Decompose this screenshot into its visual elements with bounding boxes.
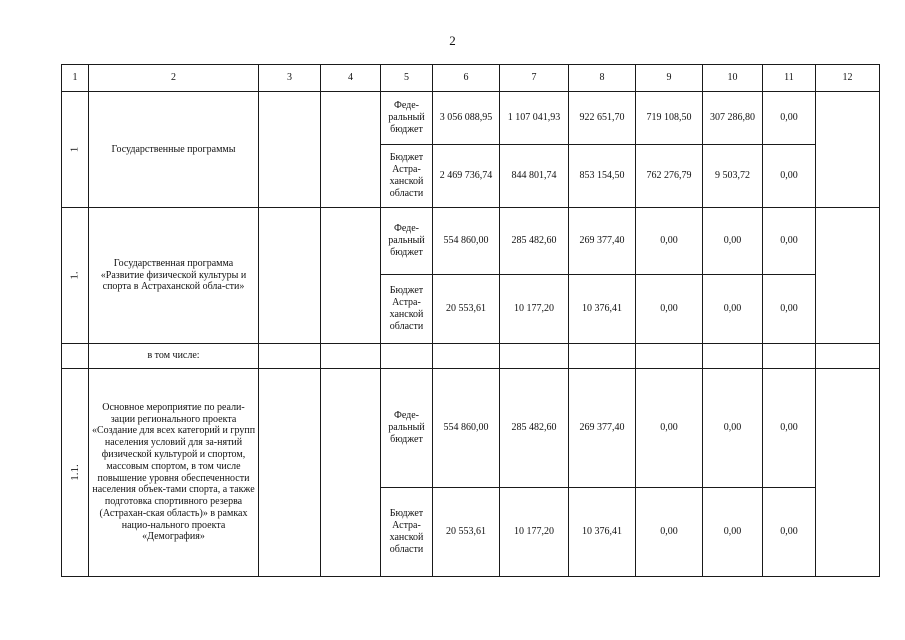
empty-cell — [321, 208, 381, 344]
table-row — [62, 208, 880, 275]
header-cell: 10 — [703, 65, 763, 92]
value-cell: 0,00 — [703, 369, 763, 488]
empty-cell — [816, 369, 880, 577]
row-index-cell — [62, 208, 89, 344]
value-cell: 0,00 — [763, 275, 816, 344]
empty-cell — [321, 92, 381, 208]
empty-cell — [763, 344, 816, 369]
header-cell: 3 — [259, 65, 321, 92]
header-cell: 1 — [62, 65, 89, 92]
value-cell: 20 553,61 — [433, 488, 500, 577]
program-name: Государственные программы — [89, 92, 259, 208]
page-number: 2 — [449, 33, 456, 48]
value-cell: 719 108,50 — [636, 92, 703, 145]
value-cell: 2 469 736,74 — [433, 145, 500, 208]
header-cell: 12 — [816, 65, 880, 92]
value-cell: 269 377,40 — [569, 369, 636, 488]
value-cell: 0,00 — [703, 208, 763, 275]
header-cell: 4 — [321, 65, 381, 92]
value-cell: 1 107 041,93 — [500, 92, 569, 145]
value-cell: 3 056 088,95 — [433, 92, 500, 145]
funding-source: Феде- ральный бюджет — [381, 369, 433, 488]
value-cell: 0,00 — [636, 369, 703, 488]
value-cell: 10 376,41 — [569, 275, 636, 344]
value-cell: 0,00 — [703, 488, 763, 577]
header-cell: 5 — [381, 65, 433, 92]
empty-cell — [816, 92, 880, 208]
empty-cell — [816, 344, 880, 369]
value-cell: 269 377,40 — [569, 208, 636, 275]
empty-cell — [569, 344, 636, 369]
empty-cell — [381, 344, 433, 369]
row-index-cell — [62, 369, 89, 577]
funding-source: Бюджет Астра- ханской области — [381, 275, 433, 344]
funding-source: Феде- ральный бюджет — [381, 92, 433, 145]
empty-cell — [259, 369, 321, 577]
value-cell: 922 651,70 — [569, 92, 636, 145]
empty-cell — [500, 344, 569, 369]
header-cell: 2 — [89, 65, 259, 92]
empty-cell — [321, 344, 381, 369]
row-index-cell — [62, 92, 89, 208]
empty-cell — [636, 344, 703, 369]
row-index: 1 — [68, 146, 81, 153]
value-cell: 0,00 — [763, 145, 816, 208]
empty-cell — [259, 92, 321, 208]
header-cell: 7 — [500, 65, 569, 92]
empty-cell — [816, 208, 880, 344]
value-cell: 10 177,20 — [500, 488, 569, 577]
value-cell: 0,00 — [636, 488, 703, 577]
value-cell: 307 286,80 — [703, 92, 763, 145]
program-name: Основное мероприятие по реали-зации регионального проекта «Создание для всех категорий и групп населения условий для за-нятий физической культурой и спортом, массовым спортом, в том числе повышение уровня обеспеченности населения объек-тами спорта, а также подготовка спортивного резерва (Астрахан-ская область)» в рамках нацио-нального проекта «Демография» — [89, 369, 259, 577]
value-cell: 0,00 — [763, 369, 816, 488]
value-cell: 10 177,20 — [500, 275, 569, 344]
empty-cell — [433, 344, 500, 369]
value-cell: 285 482,60 — [500, 369, 569, 488]
header-cell: 9 — [636, 65, 703, 92]
empty-cell — [703, 344, 763, 369]
empty-cell — [321, 369, 381, 577]
table-row — [62, 344, 880, 369]
value-cell: 762 276,79 — [636, 145, 703, 208]
header-cell: 6 — [433, 65, 500, 92]
program-name: Государственная программа «Развитие физической культуры и спорта в Астраханской обла-сти» — [89, 208, 259, 344]
funding-source: Бюджет Астра- ханской области — [381, 488, 433, 577]
funding-source: Феде- ральный бюджет — [381, 208, 433, 275]
row-index: 1. — [68, 271, 81, 280]
value-cell: 0,00 — [636, 275, 703, 344]
value-cell: 0,00 — [763, 92, 816, 145]
value-cell: 10 376,41 — [569, 488, 636, 577]
value-cell: 0,00 — [703, 275, 763, 344]
empty-cell — [259, 208, 321, 344]
empty-cell — [259, 344, 321, 369]
value-cell: 554 860,00 — [433, 369, 500, 488]
funding-source: Бюджет Астра- ханской области — [381, 145, 433, 208]
header-row — [62, 65, 880, 92]
table-row — [62, 369, 880, 488]
subheading: в том числе: — [89, 344, 259, 369]
budget-table — [61, 64, 880, 577]
value-cell: 853 154,50 — [569, 145, 636, 208]
header-cell: 8 — [569, 65, 636, 92]
value-cell: 554 860,00 — [433, 208, 500, 275]
value-cell: 844 801,74 — [500, 145, 569, 208]
value-cell: 9 503,72 — [703, 145, 763, 208]
value-cell: 285 482,60 — [500, 208, 569, 275]
value-cell: 0,00 — [763, 208, 816, 275]
header-cell: 11 — [763, 65, 816, 92]
value-cell: 0,00 — [763, 488, 816, 577]
row-index: 1.1. — [68, 464, 81, 481]
value-cell: 20 553,61 — [433, 275, 500, 344]
empty-cell — [62, 344, 89, 369]
table-row — [62, 92, 880, 145]
value-cell: 0,00 — [636, 208, 703, 275]
